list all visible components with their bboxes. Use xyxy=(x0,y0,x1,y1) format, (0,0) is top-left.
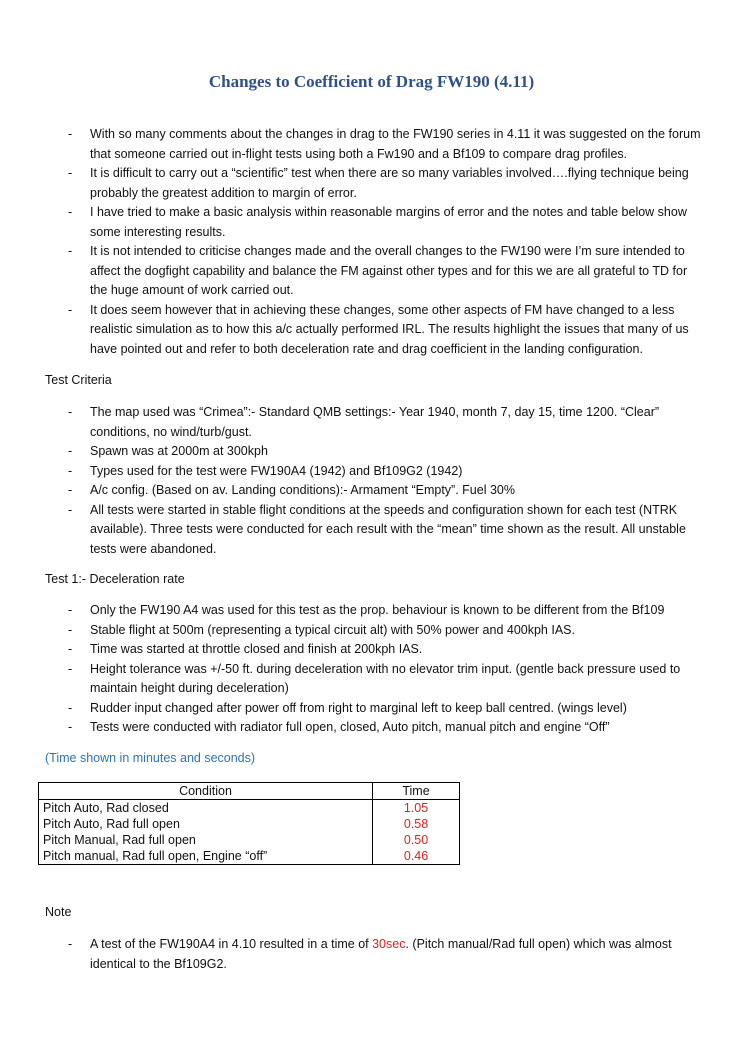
table-row xyxy=(39,832,460,848)
list-item: - A/c config. (Based on av. Landing conditions):- Armament “Empty”. Fuel 30% xyxy=(0,481,743,501)
note-heading: Note xyxy=(45,905,72,919)
list-item: - I have tried to make a basic analysis within reasonable margins of error and the notes and table below show some interesting results. xyxy=(68,205,687,239)
dash-bullet: - xyxy=(68,483,73,497)
time-cell: 0.50 xyxy=(373,832,460,848)
condition-cell: Pitch Manual, Rad full open xyxy=(39,832,373,848)
highlighted-time: 30sec xyxy=(372,937,406,951)
column-header-time: Time xyxy=(373,783,460,800)
table-row xyxy=(39,800,460,817)
table-row xyxy=(39,816,460,832)
intro-list xyxy=(0,125,743,359)
list-item: - Stable flight at 500m (representing a typical circuit alt) with 50% power and 400kph IAS. xyxy=(0,621,743,641)
test-criteria-list xyxy=(0,403,743,559)
note-list xyxy=(0,935,743,974)
dash-bullet: - xyxy=(68,463,73,478)
document-title: Changes to Coefficient of Drag FW190 (4.11) xyxy=(208,72,535,91)
time-cell: 1.05 xyxy=(373,800,460,817)
list-item: - Spawn was at 2000m at 300kph xyxy=(0,442,743,462)
condition-cell: Pitch Auto, Rad full open xyxy=(39,816,373,832)
dash-bullet: - xyxy=(68,720,73,734)
dash-bullet: - xyxy=(68,127,73,141)
time-cell: 0.46 xyxy=(373,848,460,865)
dash-bullet: - xyxy=(68,700,73,715)
dash-bullet: - xyxy=(68,444,73,458)
dash-bullet: - xyxy=(68,603,73,617)
dash-bullet: - xyxy=(68,661,73,676)
list-item: - Rudder input changed after power off from right to marginal left to keep ball centred. (wings level) xyxy=(0,699,743,719)
dash-bullet: - xyxy=(68,642,73,656)
list-item: - A test of the FW190A4 in 4.10 resulted in a time of 30sec. (Pitch manual/Rad full open) which was almost identical to the Bf109G2. xyxy=(68,937,672,971)
test1-list xyxy=(0,601,743,738)
list-item: - The map used was “Crimea”:- Standard QMB settings:- Year 1940, month 7, day 15, time 1200. “Clear” conditions, no wind/turb/gust. xyxy=(68,405,660,439)
dash-bullet: - xyxy=(68,244,73,258)
list-item: - Time was started at throttle closed and finish at 200kph IAS. xyxy=(0,640,743,660)
table-row xyxy=(39,848,460,865)
dash-bullet: - xyxy=(68,302,73,317)
time-units-note: (Time shown in minutes and seconds) xyxy=(45,751,256,765)
dash-bullet: - xyxy=(68,166,73,180)
list-item: - Only the FW190 A4 was used for this test as the prop. behaviour is known to be different from the Bf109 xyxy=(0,601,743,621)
list-item: - It is difficult to carry out a “scientific” test when there are so many variables involved….flying technique being probably the greatest addition to margin of error. xyxy=(68,166,689,200)
dash-bullet: - xyxy=(68,205,73,219)
condition-cell: Pitch Auto, Rad closed xyxy=(39,800,373,817)
list-item: - All tests were started in stable flight conditions at the speeds and configuration shown for each test (NTRK available). Three tests were conducted for each result with the “mean” time shown as the result. All unstable tests were abandoned. xyxy=(68,502,686,556)
list-item: - Types used for the test were FW190A4 (1942) and Bf109G2 (1942) xyxy=(0,462,743,482)
table-header-row xyxy=(39,783,460,800)
column-header-condition: Condition xyxy=(39,783,373,800)
test1-heading: Test 1:- Deceleration rate xyxy=(45,572,185,586)
dash-bullet: - xyxy=(68,405,73,419)
list-item: - With so many comments about the changes in drag to the FW190 series in 4.11 it was suggested on the forum that someone carried out in-flight tests using both a Fw190 and a Bf109 to compare drag profiles. xyxy=(68,127,701,161)
list-item: - Height tolerance was +/-50 ft. during deceleration with no elevator trim input. (gentle back pressure used to maintain height during deceleration) xyxy=(68,661,681,695)
results-table xyxy=(38,782,460,865)
list-item: - Tests were conducted with radiator full open, closed, Auto pitch, manual pitch and engine “Off” xyxy=(0,718,743,738)
condition-cell: Pitch manual, Rad full open, Engine “off” xyxy=(39,848,373,865)
time-cell: 0.58 xyxy=(373,816,460,832)
dash-bullet: - xyxy=(68,622,73,637)
dash-bullet: - xyxy=(68,502,73,517)
list-item: - It is not intended to criticise changes made and the overall changes to the FW190 were I’m sure intended to affect the dogfight capability and balance the FM against other types and for this we are all grateful to TD for the huge amount of work carried out. xyxy=(68,244,688,297)
test-criteria-heading: Test Criteria xyxy=(45,373,112,387)
list-item: - It does seem however that in achieving these changes, some other aspects of FM have changed to a less realistic simulation as to how this a/c actually performed IRL. The results highlight the issues that many of us have pointed out and refer to both deceleration rate and drag coefficient in the landing configuration. xyxy=(68,302,689,356)
dash-bullet: - xyxy=(68,937,73,951)
